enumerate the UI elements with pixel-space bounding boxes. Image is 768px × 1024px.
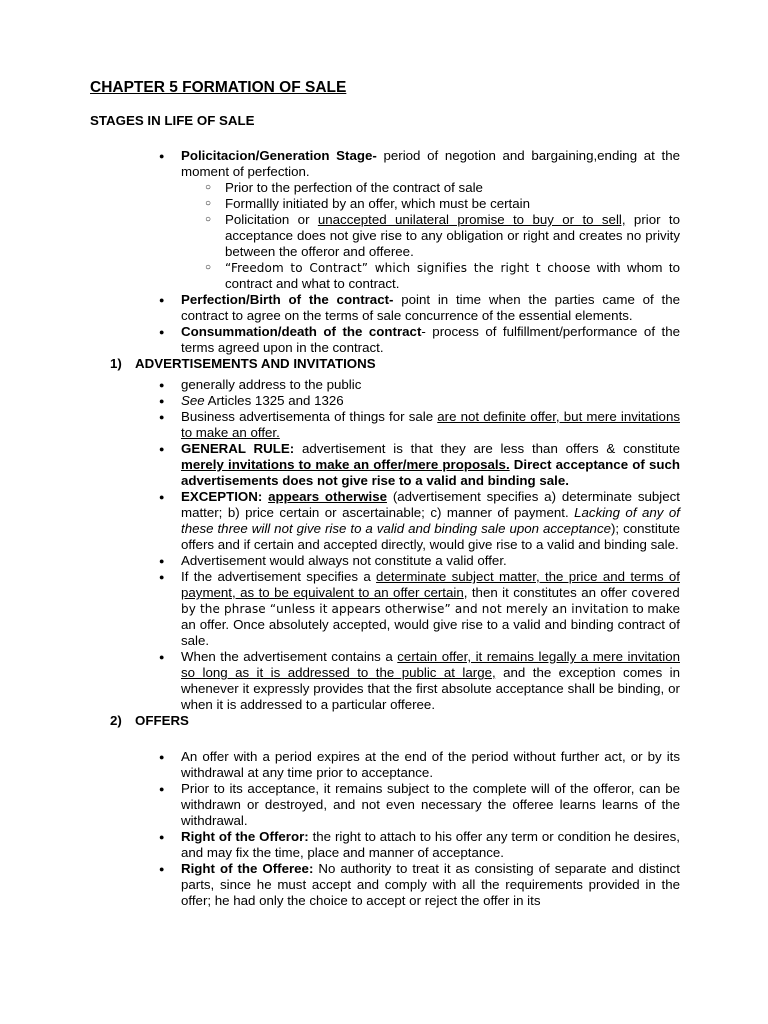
section-number: 2) (110, 713, 122, 728)
body-text: the right to attach to his offer any term or condition he desires, and may fix the time, place and manner of acceptance. (181, 829, 681, 860)
underlined-text: are not definite offer, but mere invitations to make an offer. (181, 409, 680, 440)
sub-list-item (225, 196, 680, 212)
list-item (181, 324, 680, 356)
list-item (181, 148, 680, 292)
italic-text: See (181, 393, 205, 408)
body-text: prior to acceptance does not give rise to any obligation or right and creates no privity between the offeror and offeree. (225, 212, 680, 259)
section-heading-text: ADVERTISEMENTS AND INVITATIONS (135, 356, 376, 371)
underlined-text: unaccepted unilateral promise to buy or to sell, (317, 212, 626, 227)
body-text: Prior to the perfection of the contract of sale (225, 180, 483, 195)
body-text: Articles 1325 and 1326 (204, 393, 344, 408)
term-perfection: Perfection/Birth of the contract- (181, 292, 394, 307)
term-general-rule: GENERAL RULE: (181, 441, 295, 456)
body-text: with whom to contract and what to contract. (225, 260, 680, 291)
body-text: and the exception comes in whenever it expressly provides that the first absolute acceptance shall be binding, or when it is addressed to a particular offeree. (181, 665, 681, 712)
body-text: ); constitute offers and if certain and accepted directly, would give rise to a valid and binding sale. (181, 521, 680, 552)
sub-list (181, 180, 680, 292)
body-text: advertisement is that they are less than offers & constitute (294, 441, 680, 456)
term-right-of-offeror: Right of the Offeror: (181, 829, 309, 844)
list-item (181, 393, 680, 409)
underlined-text: determinate subject matter, the price and terms of payment, as to be equivalent to an offer certain (181, 569, 680, 600)
term-consummation: Consummation/death of the contract (181, 324, 422, 339)
list-item (181, 829, 680, 861)
sub-list-item (225, 260, 680, 292)
italic-text: Lacking of any of these three will not give rise to a valid and binding sale upon acceptance (181, 505, 680, 536)
list-item (181, 861, 680, 909)
term-policitacion: Policitacion/Generation Stage- (181, 148, 377, 163)
body-text: generally address to the public (181, 377, 362, 392)
list-item (181, 749, 680, 781)
underlined-text: certain offer, it remains legally a mere invitation so long as it is addressed to the public at large, (181, 649, 680, 680)
body-text: Policitation or (225, 212, 318, 227)
body-text: (advertisement specifies a) determinate subject matter; b) price certain or ascertainable; c) manner of payment. (181, 489, 680, 520)
bold-underlined-text: appears otherwise (268, 489, 388, 504)
sub-list-item (225, 212, 680, 260)
list-item (181, 292, 680, 324)
body-text: to make an offer. Once absolutely accepted, would give rise to a valid and binding contract of sale. (181, 601, 680, 648)
list-item (181, 569, 680, 649)
term-right-of-offeree: Right of the Offeree: (181, 861, 314, 876)
body-text: - process of fulfillment/performance of the terms agreed upon in the contract. (181, 324, 681, 355)
body-text: , then it constitutes an offer (463, 585, 632, 600)
body-text: No authority to treat it as consisting of separate and distinct parts, since he must accept and comply with all the requirements provided in the offer; he had only the choice to accept or reject the offer in its (181, 861, 680, 908)
body-text: Formallly initiated by an offer, which must be certain (225, 196, 530, 211)
list-item (181, 409, 680, 441)
advertisements-list (90, 377, 680, 713)
body-text: An offer with a period expires at the end of the period without further act, or by its withdrawal at any time prior to acceptance. (181, 749, 680, 780)
body-text: Advertisement would always not constitute a valid offer. (181, 553, 507, 568)
sub-list-item (225, 180, 680, 196)
list-item (181, 649, 680, 713)
bold-text: Direct acceptance of such advertisements does not give rise to a valid and binding sale. (181, 457, 680, 488)
section-heading-text: OFFERS (135, 713, 189, 728)
body-text: If the advertisement specifies a (181, 569, 377, 584)
section-number: 1) (110, 356, 122, 371)
stages-list (90, 148, 680, 356)
list-item (181, 377, 680, 393)
alt-font-text: “Freedom to Contract” which signifies the right t choose (225, 261, 591, 275)
alt-font-text: covered by the phrase “unless it appears otherwise” and not merely an invitation (181, 586, 681, 616)
body-text: When the advertisement contains a (181, 649, 398, 664)
advertisements-heading (110, 356, 680, 372)
list-item (181, 489, 680, 553)
stages-heading: STAGES IN LIFE OF SALE (90, 113, 255, 128)
list-item (181, 441, 680, 489)
list-item (181, 781, 680, 829)
body-text: point in time when the parties came of the contract to agree on the terms of sale concurrence of the essential elements. (181, 292, 680, 323)
bold-underlined-text: merely invitations to make an offer/mere proposals. (181, 457, 510, 472)
chapter-title: CHAPTER 5 FORMATION OF SALE (90, 79, 347, 96)
offers-list (90, 749, 680, 909)
term-exception: EXCEPTION: (181, 489, 263, 504)
body-text: Prior to its acceptance, it remains subject to the complete will of the offeror, can be withdrawn or destroyed, and not even necessary the offeree learns learns of the withdrawal. (181, 781, 680, 828)
body-text: period of negotion and bargaining,ending at the moment of perfection. (181, 148, 680, 179)
list-item (181, 553, 680, 569)
body-text: Business advertisementa of things for sale (181, 409, 438, 424)
offers-heading (110, 713, 680, 729)
